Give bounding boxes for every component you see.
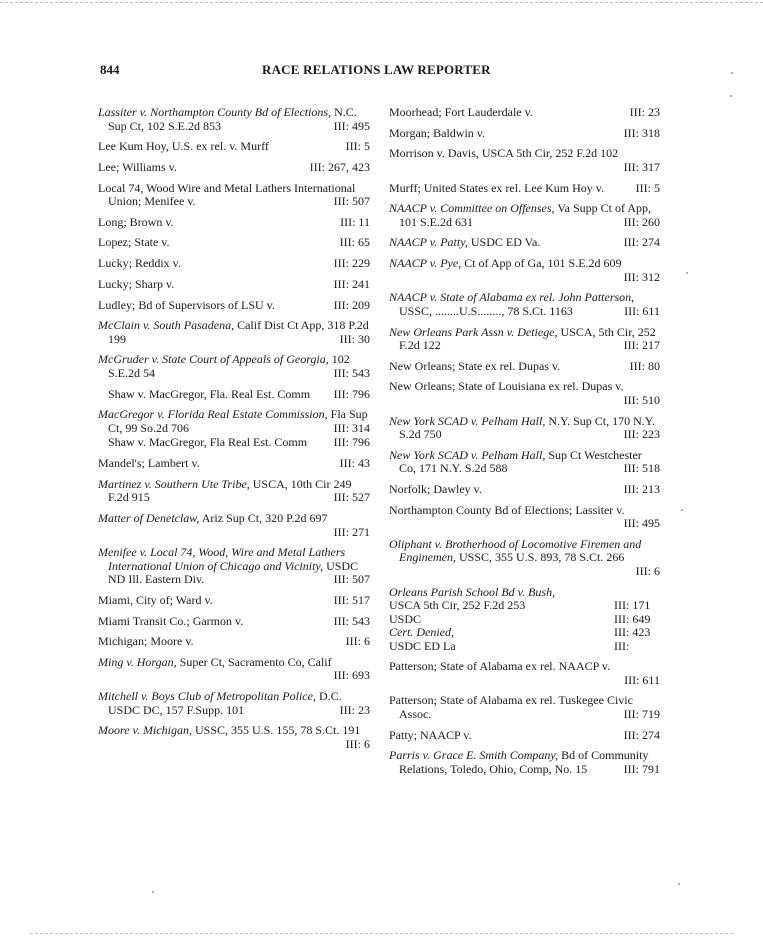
index-entry (98, 353, 370, 380)
volume-page-ref: III: 80 (629, 358, 660, 373)
case-name: New Orleans Park Assn v. Detiege, (389, 324, 558, 339)
index-entry (98, 546, 370, 587)
citation-text: New Orleans; State of Louisiana ex rel. Dupas v. (389, 379, 624, 394)
case-name: NAACP v. Pye, (389, 256, 462, 271)
case-name: Mitchell v. Boys Club of Metropolitan Police, (98, 689, 316, 704)
page-number: 844 (100, 62, 120, 77)
case-name: Oliphant v. Brotherhood of Locomotive Firemen and Enginemen, (389, 536, 642, 565)
volume-page-ref: III: 796 (333, 435, 370, 450)
citation-text: Ct of App of Ga, 101 S.E.2d 609 (461, 256, 622, 271)
volume-page-ref: III: 719 (623, 706, 660, 721)
index-entry (98, 161, 370, 175)
citation-text: Miami, City of; Ward v. (98, 592, 213, 607)
index-entry (389, 127, 660, 141)
case-name: Parris v. Grace E. Smith Company, (389, 748, 559, 763)
index-entry (389, 326, 660, 353)
volume-page-ref: III: 5 (345, 139, 370, 154)
index-entry (98, 257, 370, 271)
index-entry (389, 291, 660, 318)
citation-text: USCA, 5th Cir, 252 F.2d 122 (399, 324, 656, 352)
case-name: NAACP v. Committee on Offenses, (389, 201, 555, 216)
volume-page-ref: III: 314 (333, 420, 370, 435)
volume-page-ref: III: 423 (614, 625, 651, 639)
citation-text: USCA, 10th Cir 249 F.2d 915 (108, 476, 352, 505)
volume-page-ref: III: 217 (623, 338, 660, 352)
index-entry (98, 216, 370, 230)
index-entry (98, 436, 370, 450)
case-name: McGruder v. State Court of Appeals of Georgia, (98, 352, 329, 367)
citation-text: Va Supp Ct of App, 101 S.E.2d 631 (399, 201, 652, 229)
citation-text: Bd of Community Relations, Toledo, Ohio, Comp, No. 15 (399, 748, 649, 776)
volume-page-ref: III: 241 (333, 276, 370, 291)
citation-text: Miami Transit Co.; Garmon v. (98, 613, 244, 628)
citation-text: Calif Dist Ct App, 318 P.2d 199 (108, 318, 369, 346)
case-name: Martinez v. Southern Ute Tribe, (98, 476, 250, 491)
volume-page-ref: III: 65 (339, 235, 370, 250)
volume-page-ref: III: 271 (333, 524, 370, 539)
index-entry (389, 660, 660, 687)
case-name: Matter of Denetclaw, (98, 511, 200, 525)
volume-page-ref: III: 267, 423 (309, 159, 370, 174)
index-entry (389, 380, 660, 407)
scan-speck (681, 509, 683, 511)
volume-page-ref: III: 507 (333, 194, 370, 209)
index-entry (98, 690, 370, 717)
volume-page-ref: III: 23 (339, 702, 370, 717)
index-entry (389, 538, 660, 579)
citation-text: USSC, 355 U.S. 893, 78 S.Ct. 266 (455, 550, 625, 565)
citation-text: D.C. USDC DC, 157 F.Supp. 101 (108, 689, 342, 717)
case-name: McClain v. South Pasadena, (98, 318, 235, 333)
citation-text: Patterson; State of Alabama ex rel. NAACP v. (389, 659, 611, 674)
volume-page-ref: III: 611 (624, 303, 660, 318)
volume-page-ref: III: 495 (333, 118, 370, 133)
citation-text: New Orleans; State ex rel. Dupas v. (389, 358, 561, 373)
citation-text: USDC ED Va. (467, 235, 541, 250)
citation-text: Sup Ct Westchester Co, 171 N.Y. S.2d 588 (399, 447, 642, 476)
citation-text: Michigan; Moore v. (98, 634, 194, 649)
volume-page-ref: III: 791 (623, 761, 660, 776)
volume-page-ref: III: 274 (623, 727, 660, 742)
citation-text: Shaw v. MacGregor, Fla Real Est. Comm (108, 435, 308, 450)
case-name: NAACP v. State of Alabama ex rel. John Patterson, (389, 290, 635, 305)
volume-page-ref: III: 223 (623, 427, 660, 442)
index-entry (98, 512, 370, 539)
index-entry (98, 388, 370, 402)
volume-page-ref: III: 649 (614, 611, 651, 626)
volume-page-ref: III: 6 (635, 563, 660, 578)
index-entry (389, 182, 660, 196)
volume-page-ref: III: 518 (623, 461, 660, 476)
case-name: Lassiter v. Northampton County Bd of Elections, (98, 105, 332, 119)
index-entry (389, 694, 660, 721)
history-line: USDC (389, 611, 422, 626)
citation-text: 102 S.E.2d 54 (108, 352, 350, 380)
case-name: MacGregor v. Florida Real Estate Commission, (98, 407, 328, 422)
citation-text: Lopez; State v. (98, 235, 170, 250)
index-entry (98, 182, 370, 209)
index-entry (98, 236, 370, 250)
citation-text: USDC ND Ill. Eastern Div. (108, 558, 359, 587)
volume-page-ref: III: 507 (333, 572, 370, 587)
citation-text: Patterson; State of Alabama ex rel. Tuskegee Civic Assoc. (389, 693, 633, 721)
history-line: Cert. Denied, (389, 625, 454, 639)
scan-speck (686, 272, 688, 274)
index-entry (98, 106, 370, 133)
index-entry (389, 147, 660, 174)
index-entry (389, 106, 660, 120)
volume-page-ref: III: 30 (339, 331, 370, 346)
case-name: New York SCAD v. Pelham Hall, (389, 447, 546, 462)
volume-page-ref: III: 6 (345, 736, 370, 751)
volume-page-ref: III: 213 (623, 481, 660, 496)
citation-text: Long; Brown v. (98, 214, 174, 229)
volume-page-ref: III: 274 (623, 235, 660, 250)
index-entry (389, 257, 660, 284)
volume-page-ref: III: 43 (339, 456, 370, 471)
history-line: USDC ED La (389, 638, 456, 653)
volume-page-ref: III: 543 (333, 613, 370, 628)
index-entry (389, 415, 660, 442)
scan-speck (152, 891, 154, 893)
citation-text: Lee; Williams v. (98, 159, 177, 174)
citation-text: Patty; NAACP v. (389, 727, 472, 742)
index-entry (98, 615, 370, 629)
citation-text: Lucky; Reddix v. (98, 256, 181, 271)
scan-speck (678, 883, 680, 885)
volume-page-ref: III: 543 (333, 365, 370, 380)
citation-text: Ariz Sup Ct, 320 P.2d 697 (199, 511, 328, 525)
citation-text: Morgan; Baldwin v. (389, 125, 485, 140)
running-head: RACE RELATIONS LAW REPORTER (262, 62, 491, 77)
index-entry (98, 724, 370, 751)
citation-text: Moorhead; Fort Lauderdale v. (389, 105, 533, 119)
citation-text: USSC, 355 U.S. 155, 78 S.Ct. 191 (191, 723, 361, 738)
citation-text: USSC, ........U.S........, 78 S.Ct. 1163 (399, 303, 573, 318)
citation-text: Fla Sup Ct, 99 So.2d 706 (108, 407, 368, 435)
citation-text: Murff; United States ex rel. Lee Kum Hoy v. (389, 180, 604, 195)
volume-page-ref: III: 318 (623, 125, 660, 140)
index-entry (98, 457, 370, 471)
index-entry (98, 656, 370, 683)
volume-page-ref: III: 796 (333, 386, 370, 401)
index-entry (98, 408, 370, 435)
volume-page-refs (614, 599, 660, 653)
volume-page-ref: III: 11 (340, 214, 370, 229)
volume-page-ref: III: 611 (624, 672, 660, 687)
citation-text: Ludley; Bd of Supervisors of LSU v. (98, 297, 275, 312)
citation-text: Norfolk; Dawley v. (389, 481, 482, 496)
volume-page-ref: III: 209 (333, 297, 370, 312)
index-entry (98, 319, 370, 346)
volume-page-ref: III: 229 (333, 256, 370, 271)
index-entry (98, 278, 370, 292)
index-entry (98, 478, 370, 505)
volume-page-ref: III: 510 (623, 392, 660, 407)
index-entry (98, 299, 370, 313)
index-entry (98, 635, 370, 649)
index-entry (389, 586, 660, 654)
top-dashed-border (0, 2, 763, 3)
index-entry (98, 140, 370, 154)
citation-text: N.Y. Sup Ct, 170 N.Y. S.2d 750 (399, 413, 655, 442)
bottom-dashed-border (30, 933, 733, 934)
volume-page-ref: III: 171 (614, 598, 651, 612)
citation-text: Morrison v. Davis, USCA 5th Cir, 252 F.2d 102 (389, 146, 619, 161)
citation-text: Local 74, Wood Wire and Metal Lathers International Union; Menifee v. (98, 180, 356, 209)
left-column (98, 106, 370, 759)
volume-page-ref: III: 495 (623, 516, 660, 531)
index-entry (389, 483, 660, 497)
citation-text: Super Ct, Sacramento Co, Calif (176, 654, 332, 669)
scan-speck (730, 95, 732, 97)
index-entry (389, 504, 660, 531)
scan-speck (731, 72, 733, 74)
volume-page-ref: III: 23 (629, 105, 660, 119)
history-line: USCA 5th Cir, 252 F.2d 253 (389, 598, 526, 612)
index-entry (389, 729, 660, 743)
index-entry (389, 749, 660, 776)
case-name: NAACP v. Patty, (389, 235, 468, 250)
citation-text: Northampton County Bd of Elections; Lassiter v. (389, 502, 625, 517)
citation-text: Lee Kum Hoy, U.S. ex rel. v. Murff (98, 139, 269, 154)
volume-page-ref: III: 693 (333, 668, 370, 683)
index-entry (98, 594, 370, 608)
case-name: Moore v. Michigan, (98, 723, 192, 738)
case-name: Ming v. Horgan, (98, 654, 177, 669)
volume-page-ref: III: (614, 638, 630, 653)
volume-page-ref: III: 5 (635, 180, 660, 195)
volume-page-ref: III: 260 (623, 214, 660, 229)
citation-text: Mandel's; Lambert v. (98, 456, 200, 471)
citation-text: Lucky; Sharp v. (98, 276, 175, 291)
case-name: Orleans Parish School Bd v. Bush, (389, 584, 556, 599)
right-column (389, 106, 660, 783)
index-entry (389, 360, 660, 374)
volume-page-ref: III: 317 (623, 159, 660, 174)
index-entry (389, 449, 660, 476)
citation-text: N.C. Sup Ct, 102 S.E.2d 853 (108, 105, 357, 133)
volume-page-ref: III: 6 (345, 634, 370, 649)
citation-text: Shaw v. MacGregor, Fla. Real Est. Comm (108, 386, 311, 401)
volume-page-ref: III: 517 (333, 592, 370, 607)
index-entry (389, 202, 660, 229)
case-name: Menifee v. Local 74, Wood, Wire and Metal Lathers International Union of Chicago and Vicinity, (98, 545, 346, 573)
volume-page-ref: III: 527 (333, 490, 370, 505)
volume-page-ref: III: 312 (623, 269, 660, 284)
index-entry (389, 236, 660, 250)
case-name: New York SCAD v. Pelham Hall, (389, 413, 546, 428)
